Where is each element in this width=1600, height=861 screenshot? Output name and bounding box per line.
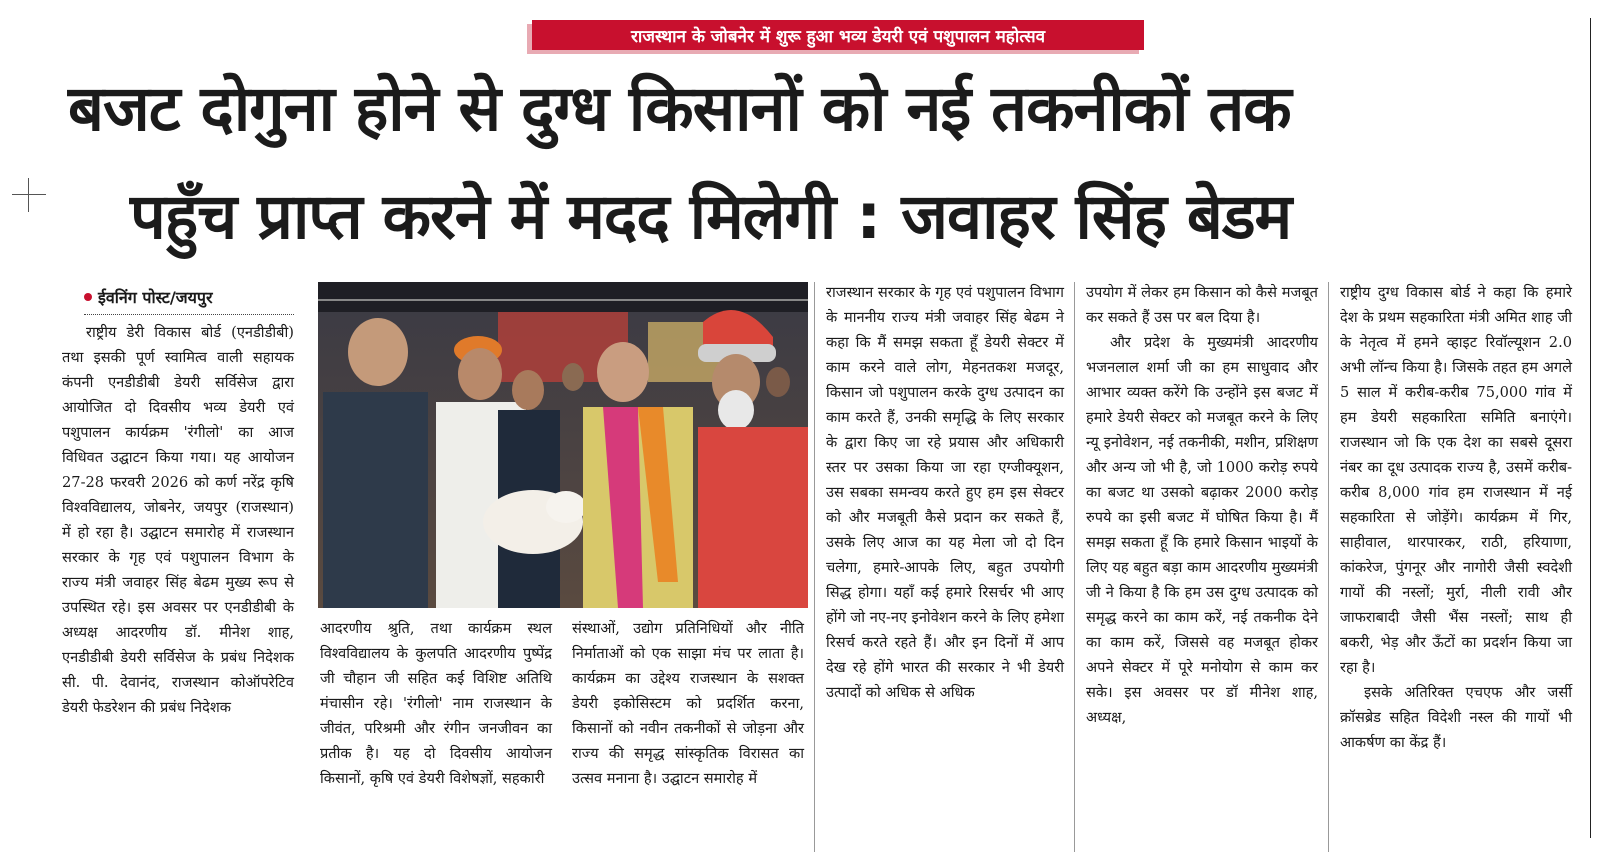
article-column-6 <box>1340 280 1572 852</box>
article-column-3 <box>572 616 804 852</box>
column-1-text: राष्ट्रीय डेरी विकास बोर्ड (एनडीडीबी) तथा इसकी पूर्ण स्वामित्व वाली सहायक कंपनी एनडीडीबी डेयरी सर्विसेज द्वारा आयोजित दो दिवसीय भव्य डेयरी एवं पशुपालन कार्यक्रम 'रंगीलो' का आज विधिवत उद्घाटन किया गया। यह आयोजन 27-28 फरवरी 2026 को कर्ण नरेंद्र कृषि विश्वविद्यालय, जोबनेर, जयपुर (राजस्थान) में हो रहा है। उद्घाटन समारोह में राजस्थान सरकार के गृह एवं पशुपालन विभाग के राज्य मंत्री जवाहर सिंह बेढम मुख्य रूप से उपस्थित रहे। इस अवसर पर एनडीडीबी के अध्यक्ष आदरणीय डॉ. मीनेश शाह, एनडीडीबी डेयरी सर्विसेज के प्रबंध निदेशक सी. पी. देवानंद, राजस्थान कोऑपरेटिव डेयरी फेडरेशन की प्रबंध निदेशक <box>62 324 294 716</box>
article-column-2 <box>320 616 552 852</box>
kicker-text: राजस्थान के जोबनेर में शुरू हुआ भव्य डेयरी एवं पशुपालन महोत्सव <box>630 26 1046 47</box>
headline-line-1: बजट दोगुना होने से दुग्ध किसानों को नई तकनीकों तक <box>68 72 1291 145</box>
column-divider <box>1328 282 1329 852</box>
column-2-text: आदरणीय श्रुति, तथा कार्यक्रम स्थल विश्वविद्यालय के कुलपति आदरणीय पुष्पेंद्र जी चौहान जी सहित कई विशिष्ट अतिथि मंचासीन रहे। 'रंगीलो' नाम राजस्थान के जीवंत, परिश्रमी और रंगीन जनजीवन का प्रतीक है। यह दो दिवसीय आयोजन किसानों, कृषि एवं डेयरी विशेषज्ञों, सहकारी <box>320 620 552 787</box>
page-edge-rule <box>1590 18 1591 838</box>
bullet-dot-icon <box>84 293 92 301</box>
byline <box>84 286 294 315</box>
column-divider <box>814 282 815 852</box>
article-column-4 <box>826 280 1064 852</box>
column-5-paragraph-1: उपयोग में लेकर हम किसान को कैसे मजबूत कर सकते हैं उस पर बल दिया है। <box>1086 284 1318 326</box>
column-6-paragraph-2: इसके अतिरिक्त एचएफ और जर्सी क्रॉसब्रेड सहित विदेशी नस्ल की गायों भी आकर्षण का केंद्र हैं। <box>1340 684 1572 751</box>
event-photo-illustration <box>318 282 808 608</box>
byline-text: ईवनिंग पोस्ट/जयपुर <box>98 288 213 307</box>
headline-line-2: पहुँच प्राप्त करने में मदद मिलेगी : जवाहर सिंह बेडम <box>130 180 1292 253</box>
column-5-paragraph-2: और प्रदेश के मुख्यमंत्री आदरणीय भजनलाल शर्मा जी का हम साधुवाद और आभार व्यक्त करेंगे कि उन्होंने इस बजट में हमारे डेयरी सेक्टर को मजबूत करने के लिए न्यू इनोवेशन, नई तकनीकी, मशीन, प्रशिक्षण और अन्य जो भी है, जो 1000 करोड़ रुपये का बजट था उसको बढ़ाकर 2000 करोड़ रुपये का इसी बजट में घोषित किया है। मैं समझ सकता हूँ कि हमारे किसान भाइयों के लिए यह बहुत बड़ा काम आदरणीय मुख्यमंत्री जी ने किया है कि हम उस दुग्ध उत्पादक को समृद्ध करने का काम करें, नई तकनीक देने का काम करें, जिससे वह मजबूत होकर अपने सेक्टर में पूरे मनोयोग से काम कर सके। इस अवसर पर डॉ मीनेश शाह, अध्यक्ष, <box>1086 334 1318 726</box>
article-column-5 <box>1086 280 1318 852</box>
crop-mark <box>12 178 46 212</box>
article-column-1 <box>62 320 294 850</box>
column-6-paragraph-1: राष्ट्रीय दुग्ध विकास बोर्ड ने कहा कि हमारे देश के प्रथम सहकारिता मंत्री अमित शाह जी के नेतृत्व में हमने व्हाइट रिवॉल्यूशन 2.0 अभी लॉन्च किया है। जिसके तहत हम अगले 5 साल में करीब-करीब 75,000 गांव में हम डेयरी सहकारिता समिति बनाएंगे। राजस्थान जो कि एक देश का सबसे दूसरा नंबर का दूध उत्पादक राज्य है, उसमें करीब-करीब 8,000 गांव हम राजस्थान में नई सहकारिता से जोड़ेंगे। कार्यक्रम में गिर, साहीवाल, थारपारकर, राठी, हरियाणा, कांकरेज, पुंगनूर और नागोरी जैसी स्वदेशी गायों की नस्लों; मुर्रा, नीली रावी और जाफराबादी जैसी भैंस नस्लों; साथ ही बकरी, भेड़ और ऊँटों का प्रदर्शन किया जा रहा है। <box>1340 284 1572 676</box>
column-divider <box>1074 282 1075 852</box>
kicker-banner <box>532 20 1144 50</box>
column-3-text: संस्थाओं, उद्योग प्रतिनिधियों और नीति निर्माताओं को एक साझा मंच पर लाता है। कार्यक्रम का उद्देश्य राजस्थान के सशक्त डेयरी इकोसिस्टम को प्रदर्शित करना, किसानों को नवीन तकनीकों से जोड़ना और राज्य की समृद्ध सांस्कृतिक विरासत का उत्सव मनाना है। उद्घाटन समारोह में <box>572 620 804 787</box>
event-photo <box>318 282 808 608</box>
column-4-text: राजस्थान सरकार के गृह एवं पशुपालन विभाग के माननीय राज्य मंत्री जवाहर सिंह बेढम ने कहा कि मैं समझ सकता हूँ डेयरी सेक्टर में काम करने वाले लोग, मेहनतकश मजदूर, किसान जो पशुपालन करके दुग्ध उत्पादन का काम करते हैं, उनकी समृद्धि के लिए सरकार के द्वारा किए जा रहे प्रयास और अधिकारी स्तर पर उसका किया जा रहा एग्जीक्यूशन, उस सबका समन्वय करते हुए हम इस सेक्टर को और मजबूती कैसे प्रदान कर सकते हैं, उसके लिए आज का यह मेला जो दो दिन चलेगा, हमारे-आपके लिए, बहुत उपयोगी सिद्ध होगा। यहाँ कई हमारे रिसर्चर भी आए होंगे जो नए-नए इनोवेशन करने के लिए हमेशा रिसर्च करते रहते हैं। और इन दिनों में आप देख रहे होंगे भारत की सरकार ने भी डेयरी उत्पादों को अधिक से अधिक <box>826 284 1064 701</box>
